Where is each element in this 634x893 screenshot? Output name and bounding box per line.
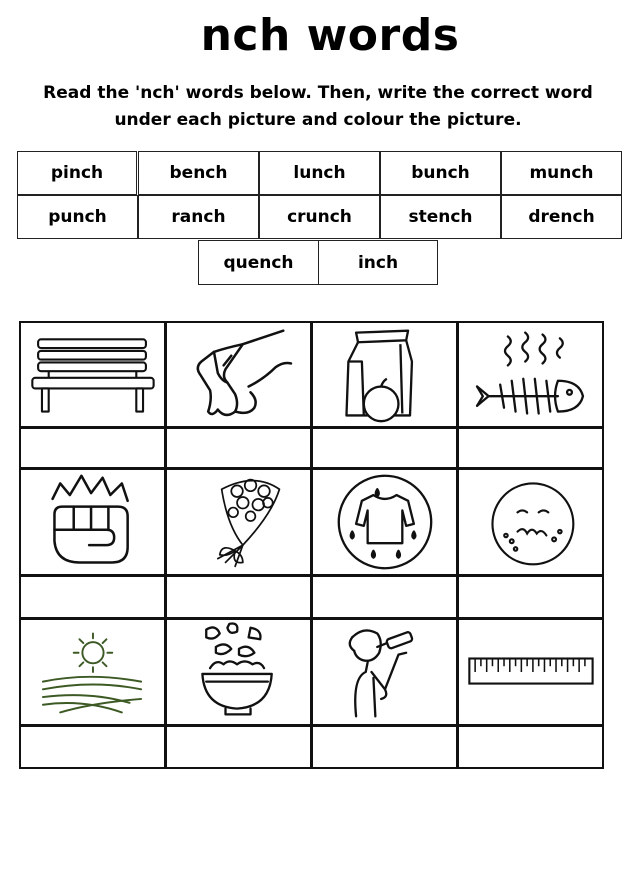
ruler-inch-icon	[459, 620, 602, 724]
word-box: munch	[501, 151, 622, 195]
drenched-shirt-icon	[313, 470, 456, 574]
word-box: crunch	[259, 195, 380, 239]
word-box: drench	[501, 195, 622, 239]
picture-cell	[19, 618, 166, 726]
answer-box[interactable]	[19, 725, 166, 769]
bench-icon	[21, 323, 164, 426]
picture-cell	[311, 618, 458, 726]
worksheet-title: nch words	[200, 10, 460, 61]
flower-bouquet-icon	[167, 470, 310, 574]
picture-cell	[19, 321, 166, 428]
picture-cell	[457, 618, 604, 726]
answer-box[interactable]	[457, 575, 604, 619]
word-box: punch	[17, 195, 138, 239]
pinching-hand-icon	[167, 323, 310, 426]
instructions	[0, 80, 634, 134]
instruction-line-1: Read the 'nch' words below. Then, write the correct word	[43, 83, 593, 103]
crunchy-chips-bowl-icon	[167, 620, 310, 724]
lunch-bag-icon	[313, 323, 456, 426]
instruction-line-2: under each picture and colour the picture.	[114, 110, 522, 130]
word-box: ranch	[138, 195, 259, 239]
ranch-fields-icon	[21, 620, 164, 724]
picture-cell	[457, 321, 604, 428]
answer-box[interactable]	[165, 427, 312, 469]
picture-cell	[165, 468, 312, 576]
picture-cell	[165, 321, 312, 428]
word-box: pinch	[17, 151, 137, 195]
punching-fist-icon	[21, 470, 164, 574]
answer-box[interactable]	[311, 575, 458, 619]
picture-cell	[19, 468, 166, 576]
word-box: stench	[380, 195, 501, 239]
answer-box[interactable]	[19, 575, 166, 619]
smelly-fish-icon	[459, 323, 602, 426]
picture-cell	[311, 321, 458, 428]
picture-cell	[457, 468, 604, 576]
word-box: bunch	[380, 151, 501, 195]
person-drinking-icon	[313, 620, 456, 724]
word-box: lunch	[259, 151, 380, 195]
picture-cell	[311, 468, 458, 576]
answer-box[interactable]	[165, 575, 312, 619]
word-box: bench	[138, 151, 259, 195]
answer-box[interactable]	[165, 725, 312, 769]
word-box: inch	[318, 240, 438, 285]
answer-box[interactable]	[19, 427, 166, 469]
answer-box[interactable]	[457, 427, 604, 469]
picture-cell	[165, 618, 312, 726]
answer-box[interactable]	[311, 427, 458, 469]
answer-box[interactable]	[457, 725, 604, 769]
munching-face-icon	[459, 470, 602, 574]
answer-box[interactable]	[311, 725, 458, 769]
word-box: quench	[198, 240, 319, 285]
